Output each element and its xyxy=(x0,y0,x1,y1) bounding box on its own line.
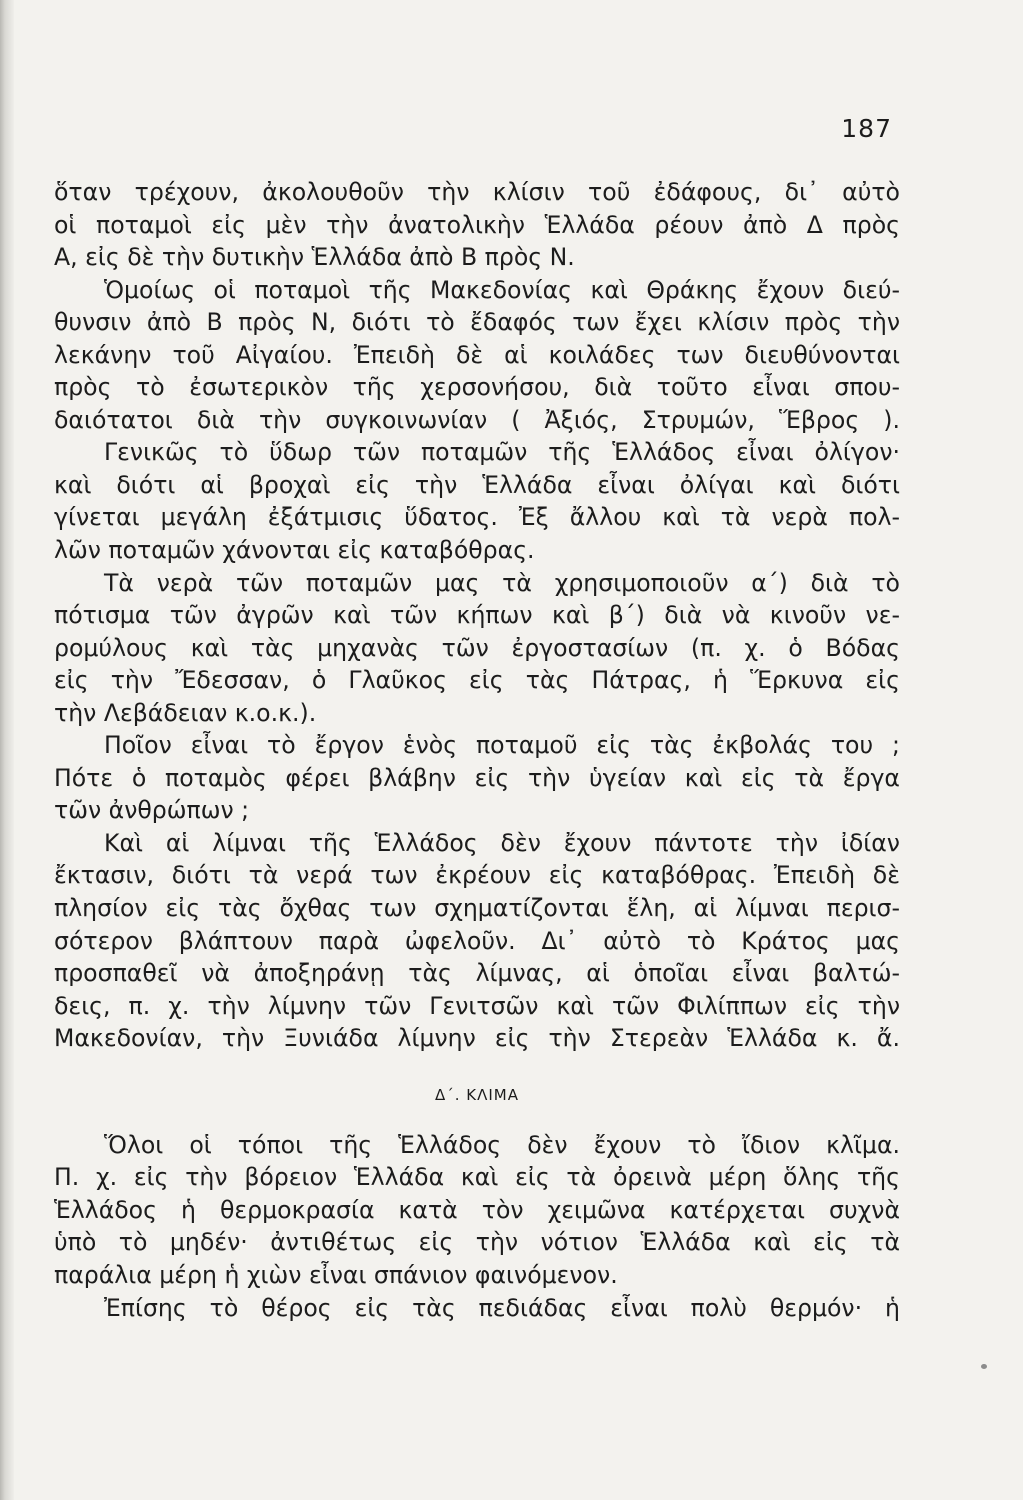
text-line: ὑπὸ τὸ μηδέν· ἀντιθέτως εἰς τὴν νότιον Ἑλλάδα καὶ εἰς τὰ xyxy=(54,1228,900,1257)
text-line: τῶν ἀνθρώπων ; xyxy=(54,796,250,825)
text-line: Α, εἰς δὲ τὴν δυτικὴν Ἑλλάδα ἀπὸ Β πρὸς Ν. xyxy=(54,243,575,272)
text-line: προσπαθεῖ νὰ ἀποξηράνῃ τὰς λίμνας, αἱ ὁποῖαι εἶναι βαλτώ- xyxy=(54,959,900,988)
text-line: Ὅλοι οἱ τόποι τῆς Ἑλλάδος δὲν ἔχουν τὸ ἴδιον κλῖμα. xyxy=(104,1130,900,1159)
text-line: Καὶ αἱ λίμναι τῆς Ἑλλάδος δὲν ἔχουν πάντοτε τὴν ἰδίαν xyxy=(104,828,900,857)
text-line: ὅταν τρέχουν, ἀκολουθοῦν τὴν κλίσιν τοῦ ἐδάφους, δι᾿ αὐτὸ xyxy=(54,178,900,206)
page-number: 187 xyxy=(841,114,892,143)
text-line: Γενικῶς τὸ ὕδωρ τῶν ποταμῶν τῆς Ἑλλάδος εἶναι ὀλίγον· xyxy=(104,438,900,467)
paper-speck xyxy=(981,1364,987,1369)
text-line: Πότε ὁ ποταμὸς φέρει βλάβην εἰς τὴν ὑγείαν καὶ εἰς τὰ ἔργα xyxy=(54,763,900,792)
text-line: λῶν ποταμῶν χάνονται εἰς καταβόθρας. xyxy=(54,536,535,565)
text-line: εἰς τὴν Ἔδεσσαν, ὁ Γλαῦκος εἰς τὰς Πάτρας, ἡ Ἕρκυνα εἰς xyxy=(54,666,900,695)
text-line: πλησίον εἰς τὰς ὄχθας των σχηματίζονται ἕλη, αἱ λίμναι περισ- xyxy=(54,894,900,923)
text-line: Τὰ νερὰ τῶν ποταμῶν μας τὰ χρησιμοποιοῦν α΄) διὰ τὸ xyxy=(104,568,900,597)
text-line: λεκάνην τοῦ Αἰγαίου. Ἐπειδὴ δὲ αἱ κοιλάδες των διευθύνονται xyxy=(54,340,900,369)
text-line: ἔκτασιν, διότι τὰ νερά των ἐκρέουν εἰς καταβόθρας. Ἐπειδὴ δὲ xyxy=(54,861,900,890)
text-line: ρομύλους καὶ τὰς μηχανὰς τῶν ἐργοστασίων (π. χ. ὁ Βόδας xyxy=(54,633,900,662)
text-line: σότερον βλάπτουν παρὰ ὠφελοῦν. Δι᾿ αὐτὸ τὸ Κράτος μας xyxy=(54,926,900,955)
text-line: Ὁμοίως οἱ ποταμοὶ τῆς Μακεδονίας καὶ Θράκης ἔχουν διεύ- xyxy=(104,275,900,304)
text-line: Π. χ. εἰς τὴν βόρειον Ἑλλάδα καὶ εἰς τὰ ὀρεινὰ μέρη ὅλης τῆς xyxy=(54,1163,900,1192)
text-line: Μακεδονίαν, τὴν Ξυνιάδα λίμνην εἰς τὴν Στερεὰν Ἑλλάδα κ. ἄ. xyxy=(54,1024,900,1053)
text-block-rivers-lakes xyxy=(54,176,900,1055)
text-line: τὴν Λεβάδειαν κ.ο.κ.). xyxy=(54,698,317,727)
text-line: καὶ διότι αἱ βροχαὶ εἰς τὴν Ἑλλάδα εἶναι ὀλίγαι καὶ διότι xyxy=(54,470,900,499)
page-edge-shadow xyxy=(0,0,14,1500)
text-line: οἱ ποταμοὶ εἰς μὲν τὴν ἀνατολικὴν Ἑλλάδα ρέουν ἀπὸ Δ πρὸς xyxy=(54,210,900,239)
text-block-climate xyxy=(54,1129,900,1324)
section-heading: Δ΄. ΚΛΙΜΑ xyxy=(434,1085,520,1104)
text-line: θυνσιν ἀπὸ Β πρὸς Ν, διότι τὸ ἔδαφός των ἔχει κλίσιν πρὸς τὴν xyxy=(54,308,900,337)
text-line: δαιότατοι διὰ τὴν συγκοινωνίαν ( Ἀξιός, Στρυμών, Ἕβρος ). xyxy=(54,405,900,434)
text-line: πρὸς τὸ ἐσωτερικὸν τῆς χερσονήσου, διὰ τοῦτο εἶναι σπου- xyxy=(54,373,900,402)
text-line: Ποῖον εἶναι τὸ ἔργον ἑνὸς ποταμοῦ εἰς τὰς ἐκβολάς του ; xyxy=(104,731,900,760)
text-line: πότισμα τῶν ἀγρῶν καὶ τῶν κήπων καὶ β΄) διὰ νὰ κινοῦν νε- xyxy=(54,601,900,630)
text-line: Ἑλλάδος ἡ θερμοκρασία κατὰ τὸν χειμῶνα κατέρχεται συχνὰ xyxy=(54,1195,900,1224)
text-line: δεις, π. χ. τὴν λίμνην τῶν Γενιτσῶν καὶ τῶν Φιλίππων εἰς τὴν xyxy=(54,991,900,1020)
body-text xyxy=(54,176,900,1324)
text-line: παράλια μέρη ἡ χιὼν εἶναι σπάνιον φαινόμενον. xyxy=(54,1260,618,1289)
text-line: Ἐπίσης τὸ θέρος εἰς τὰς πεδιάδας εἶναι πολὺ θερμόν· ἡ xyxy=(104,1293,900,1322)
text-line: γίνεται μεγάλη ἐξάτμισις ὕδατος. Ἐξ ἄλλου καὶ τὰ νερὰ πολ- xyxy=(54,503,900,532)
